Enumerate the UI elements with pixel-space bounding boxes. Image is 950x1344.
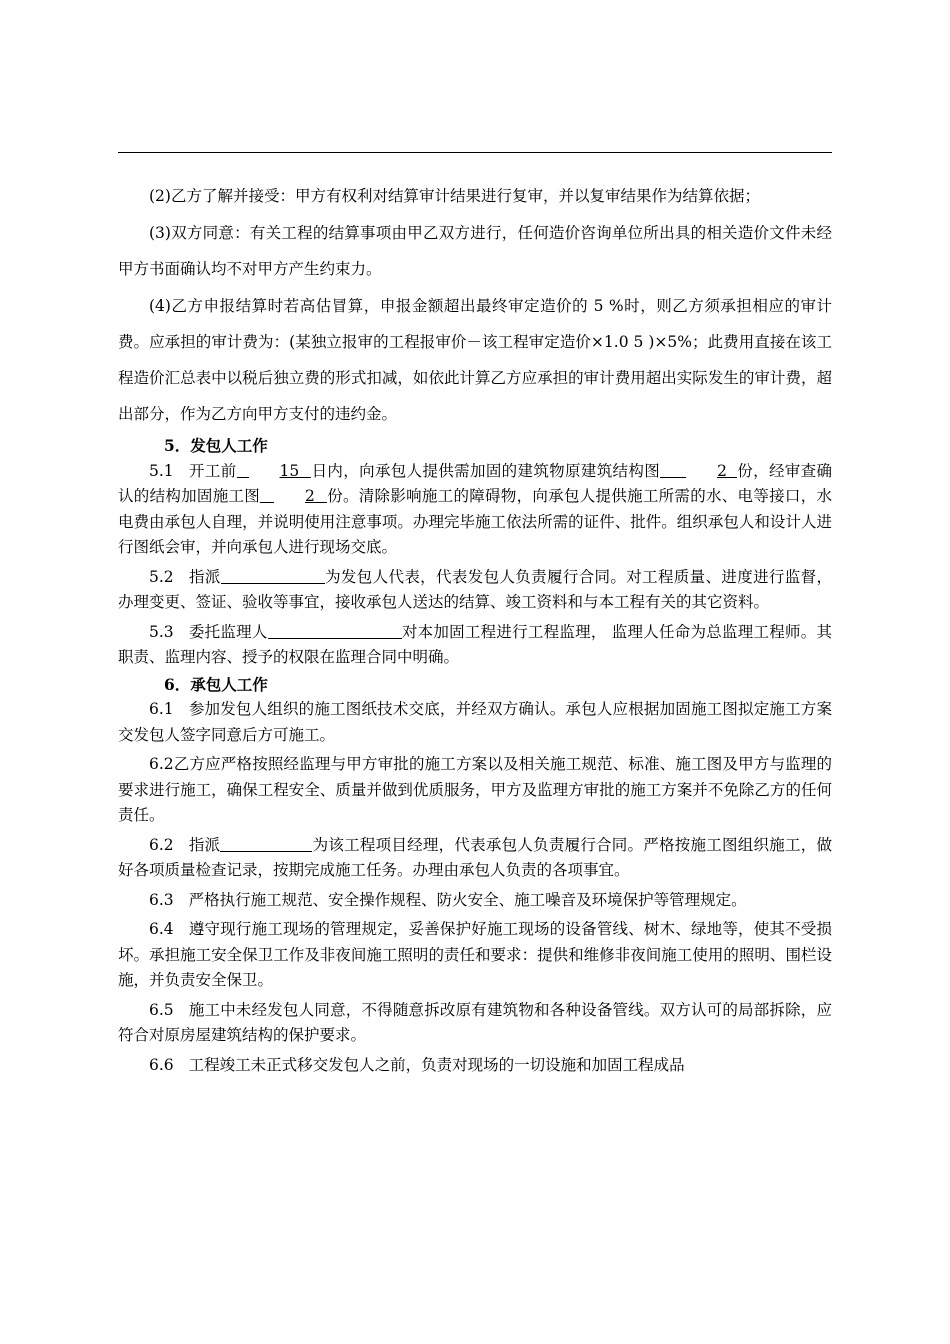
clause-text: 施工中未经发包人同意，不得随意拆改原有建筑物和各种设备管线。双方认可的局部拆除，应符合对原房屋建筑结构的保护要求。 <box>118 1000 832 1044</box>
clause-text: 开工前 <box>188 461 237 480</box>
clause-text: 份。清除影响施工的障碍物，向承包人提供施工所需的水、电等接口，水电费由承包人自理，并说明使用注意事项。办理完毕施工依法所需的证件、批件。组织承包人和设计人进行图纸会审，并向承包人进行现场交底。 <box>118 487 832 556</box>
clause-6-1 <box>118 697 832 748</box>
clause-5-2 <box>118 565 832 616</box>
clause-text: 参加发包人组织的施工图纸技术交底，并经双方确认。承包人应根据加固施工图拟定施工方案交发包人签字同意后方可施工。 <box>118 700 832 744</box>
header-rule <box>118 152 832 153</box>
clause-text: 工程竣工未正式移交发包人之前，负责对现场的一切设施和加固工程成品 <box>188 1055 685 1074</box>
section-6-heading: 6．承包人工作 <box>164 674 268 694</box>
clause-4-3: (3)双方同意：有关工程的结算事项由甲乙双方进行，任何造价咨询单位所出具的相关造价文件未经甲方书面确认均不对甲方产生约束力。 <box>118 224 832 278</box>
fill-in-days: 15 <box>279 461 300 480</box>
clause-number: 5.2 <box>149 567 174 586</box>
clause-number: 6.2 <box>149 835 174 854</box>
clause-text: 委托监理人 <box>188 622 268 641</box>
fill-in-copies: 2 <box>717 461 727 480</box>
clause-text: 份，经审查确认的结构加固施工图 <box>118 461 832 505</box>
clause-6-4 <box>118 917 832 994</box>
clause-5-3 <box>118 620 832 671</box>
clause-6-2b <box>118 833 832 884</box>
clause-text: 对本加固工程进行工程监理， 监理人任命为总监理工程师。其职责、监理内容、授予的权限在监理合同中明确。 <box>118 622 832 666</box>
clause-4-4: (4)乙方申报结算时若高估冒算，申报金额超出最终审定造价的 5 %时，则乙方须承担相应的审计费。应承担的审计费为：(某独立报审的工程报审价－该工程审定造价×1.0 5 )×5%；此费用直接在该工程造价汇总表中以税后独立费的形式扣减，如依此计算乙方应承担的审计费用超出实际发生的审计费，超出部分，作为乙方向甲方支付的违约金。 <box>118 297 832 423</box>
clause-number: 6.1 <box>149 700 174 718</box>
clause-text: 遵守现行施工现场的管理规定，妥善保护好施工现场的设备管线、树木、绿地等，使其不受损坏。承担施工安全保卫工作及非夜间施工照明的责任和要求：提供和维修非夜间施工使用的照明、围栏设施，并负责安全保卫。 <box>118 920 832 989</box>
clause-6-3 <box>118 888 832 914</box>
clause-6-5 <box>118 998 832 1049</box>
section-5-heading: 5．发包人工作 <box>164 436 268 455</box>
clause-6-6 <box>118 1053 832 1079</box>
clause-number: 6.6 <box>149 1055 174 1074</box>
clause-5-1 <box>118 459 832 561</box>
clause-number: 6.5 <box>149 1000 174 1019</box>
clause-text: 为该工程项目经理，代表承包人负责履行合同。严格按施工图组织施工，做好各项质量检查记录，按期完成施工任务。办理由承包人负责的各项事宜。 <box>118 835 832 879</box>
clause-number: 5.3 <box>149 622 174 641</box>
clause-4-2: (2)乙方了解并接受：甲方有权利对结算审计结果进行复审，并以复审结果作为结算依据； <box>149 187 760 205</box>
document-body <box>118 178 832 1078</box>
clause-number: 6.3 <box>149 890 174 909</box>
clause-text: 指派 <box>188 835 221 854</box>
clause-text: 为发包人代表，代表发包人负责履行合同。对工程质量、进度进行监督，办理变更、签证、验收等事宜，接收承包人送达的结算、竣工资料和与本工程有关的其它资料。 <box>118 567 832 611</box>
clause-number: 6.4 <box>149 920 174 938</box>
clause-6-2a: 6.2乙方应严格按照经监理与甲方审批的施工方案以及相关施工规范、标准、施工图及甲方与监理的要求进行施工，确保工程安全、质量并做到优质服务，甲方及监理方审批的施工方案并不免除乙方的任何责任。 <box>118 755 832 824</box>
blank-line <box>268 624 402 639</box>
clause-number: 5.1 <box>149 461 174 480</box>
blank-line <box>221 569 325 584</box>
fill-in-copies: 2 <box>305 487 315 505</box>
clause-text: 日内，向承包人提供需加固的建筑物原建筑结构图 <box>311 461 661 480</box>
blank-line <box>220 837 312 852</box>
clause-text: 严格执行施工规范、安全操作规程、防火安全、施工噪音及环境保护等管理规定。 <box>188 890 747 909</box>
clause-text: 指派 <box>188 567 221 586</box>
